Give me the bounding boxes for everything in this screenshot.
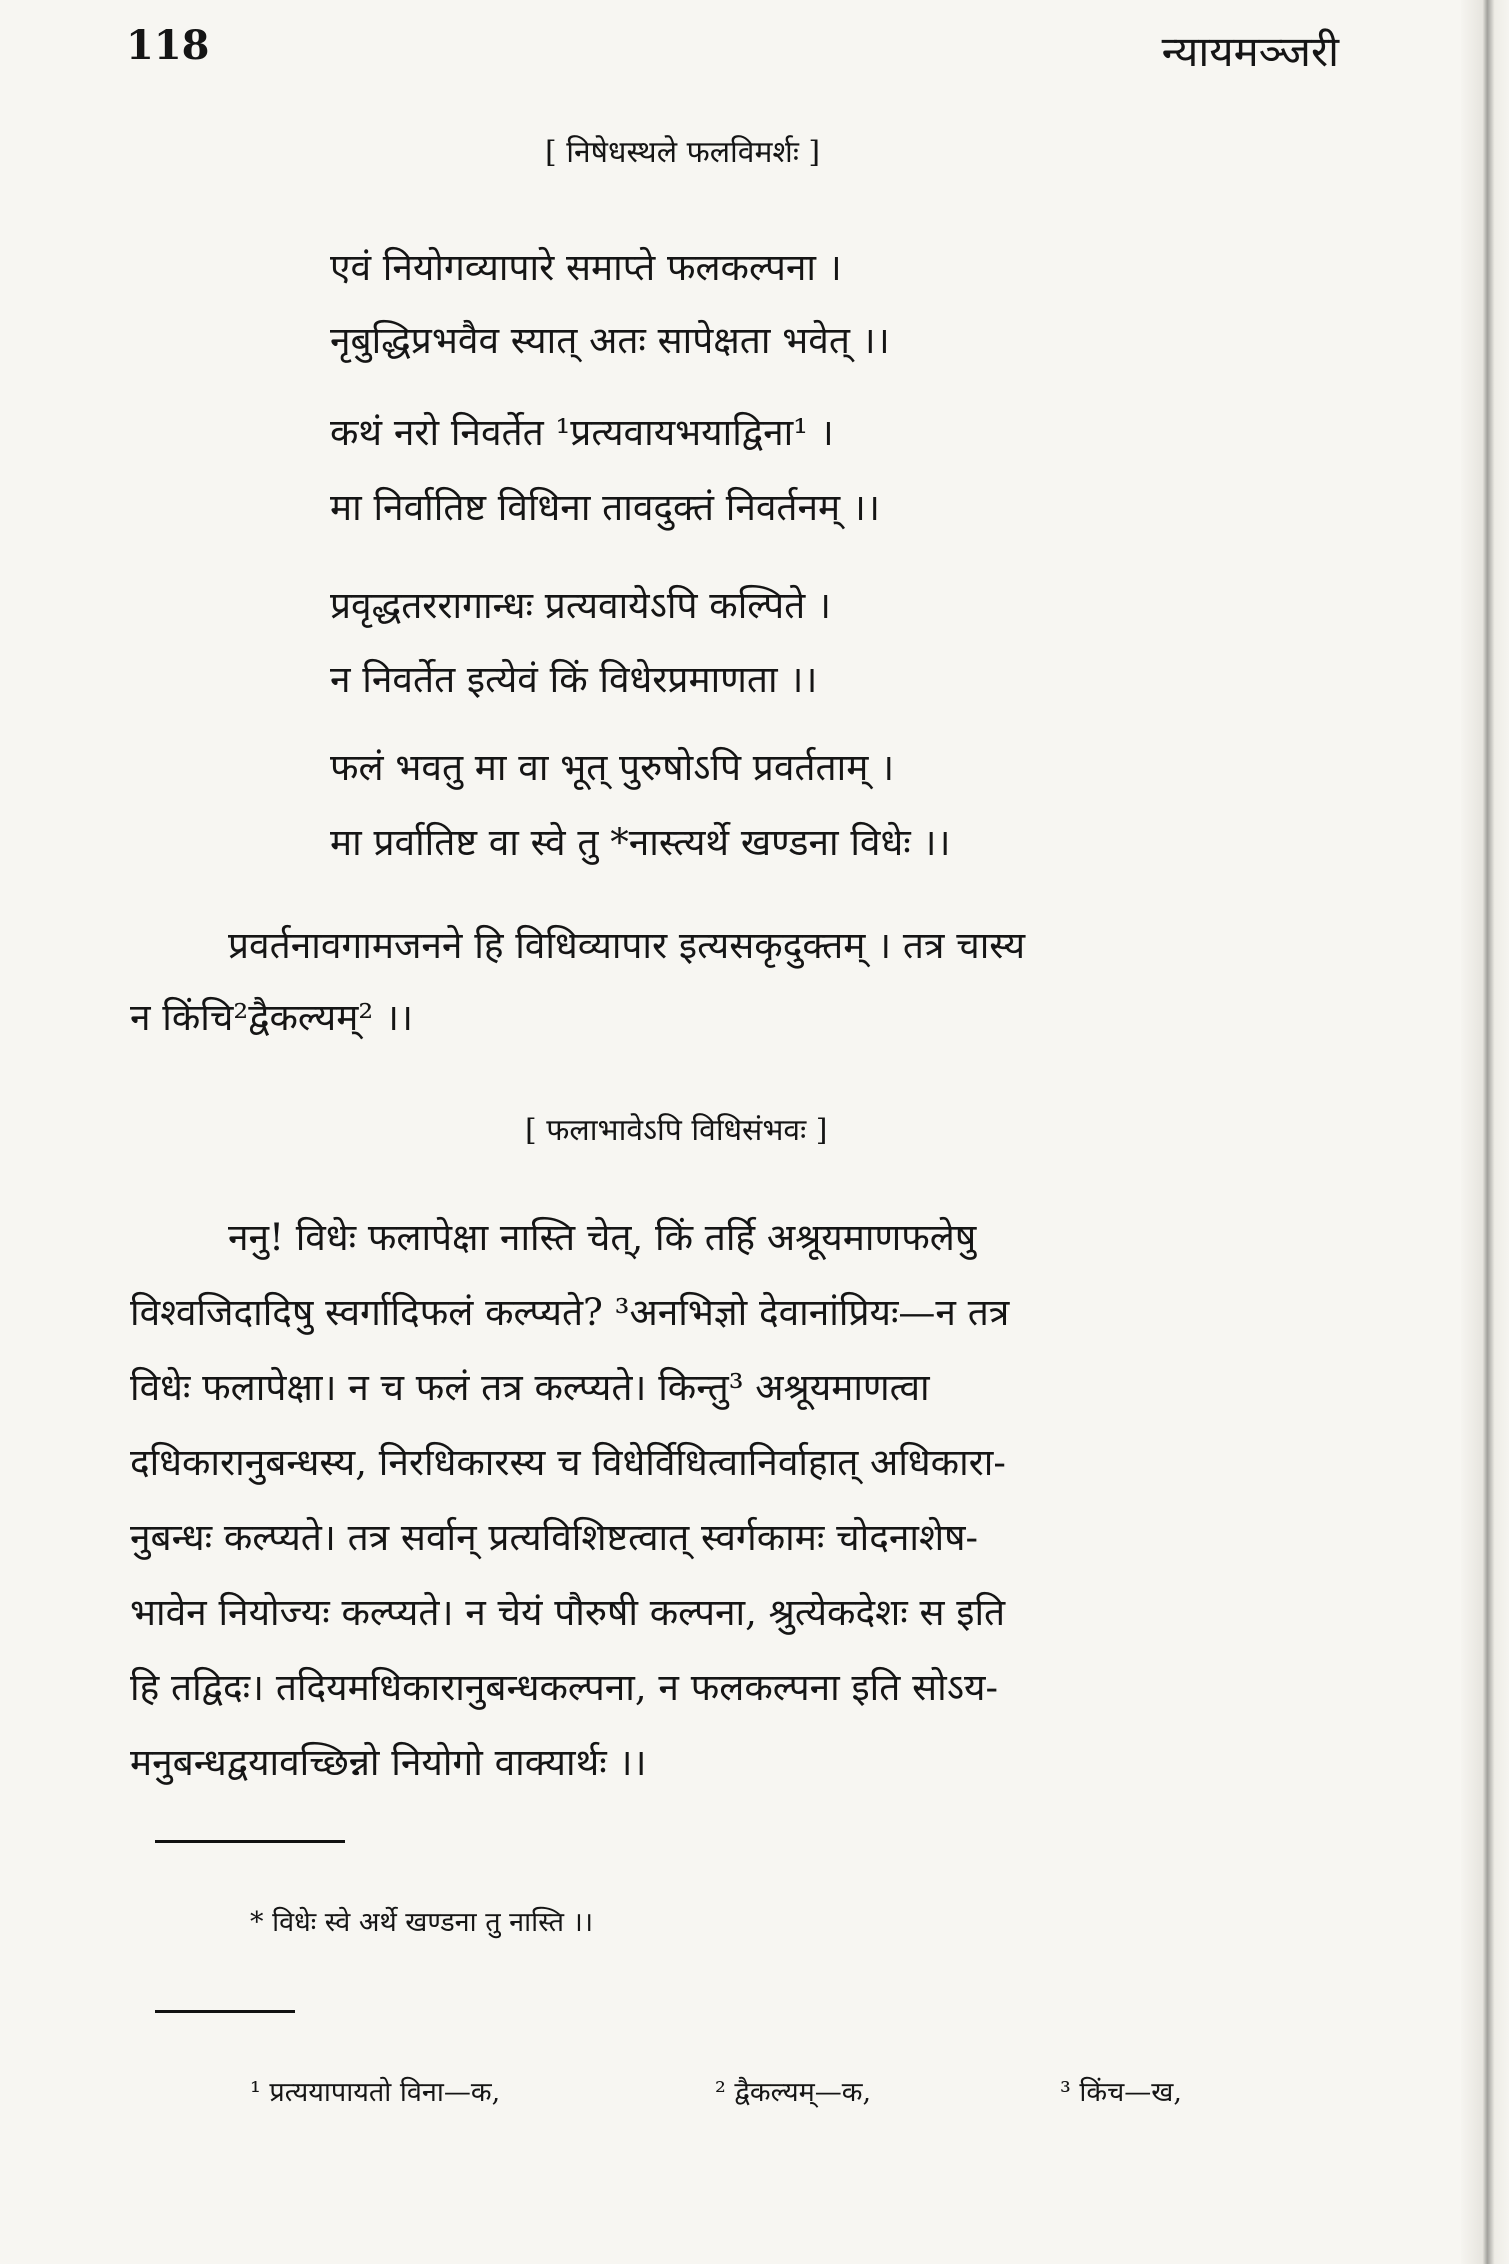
paragraph-line: भावेन नियोज्यः कल्प्यते। न चेयं पौरुषी कल्पना, श्रुत्येकदेशः स इति bbox=[130, 1591, 1006, 1634]
section-heading-2: [ फलाभावेऽपि विधिसंभवः ] bbox=[525, 1113, 828, 1148]
footnote-1: ¹ प्रत्ययापायतो विना—क, bbox=[250, 2077, 501, 2108]
footnote-star: * विधेः स्वे अर्थे खण्डना तु नास्ति ।। bbox=[250, 1907, 594, 1938]
paragraph-line: ननु! विधेः फलापेक्षा नास्ति चेत्, किं तर्हि अश्रूयमाणफलेषु bbox=[228, 1216, 977, 1259]
paragraph-line: प्रवर्तनावगामजनने हि विधिव्यापार इत्यसकृदुक्तम् । तत्र चास्य bbox=[228, 924, 1026, 967]
paragraph-line: दधिकारानुबन्धस्य, निरधिकारस्य च विधेर्विधित्वानिर्वाहात् अधिकारा- bbox=[130, 1441, 1006, 1484]
page-edge-shadow bbox=[1461, 0, 1509, 2264]
verse-line: प्रवृद्धतररागान्धः प्रत्यवायेऽपि कल्पिते । bbox=[330, 584, 832, 627]
paragraph-line: हि तद्विदः। तदियमधिकारानुबन्धकल्पना, न फलकल्पना इति सोऽय- bbox=[130, 1666, 998, 1709]
paragraph-line: नुबन्धः कल्प्यते। तत्र सर्वान् प्रत्यविशिष्टत्वात् स्वर्गकामः चोदनाशेष- bbox=[130, 1516, 979, 1559]
running-title: न्यायमञ्जरी bbox=[1161, 27, 1339, 76]
footnote-divider bbox=[155, 1840, 345, 1843]
footnote-3: ³ किंच—ख, bbox=[1060, 2077, 1182, 2108]
paragraph-line: न किंचि²द्वैकल्यम्² ।। bbox=[130, 996, 414, 1039]
verse-line: नृबुद्धिप्रभवैव स्यात् अतः सापेक्षता भवेत् ।। bbox=[330, 319, 890, 362]
variant-notes-divider bbox=[155, 2010, 295, 2013]
paragraph-line: मनुबन्धद्वयावच्छिन्नो नियोगो वाक्यार्थः ।। bbox=[130, 1741, 647, 1784]
verse-line: एवं नियोगव्यापारे समाप्ते फलकल्पना । bbox=[330, 246, 842, 289]
section-heading-1: [ निषेधस्थले फलविमर्शः ] bbox=[545, 135, 821, 170]
verse-line: मा निर्वातिष्ट विधिना तावदुक्तं निवर्तनम् ।। bbox=[330, 486, 880, 529]
paragraph-line: विधेः फलापेक्षा। न च फलं तत्र कल्प्यते। किन्तु³ अश्रूयमाणत्वा bbox=[130, 1366, 930, 1409]
verse-line: न निवर्तेत इत्येवं किं विधेरप्रमाणता ।। bbox=[330, 658, 818, 701]
page-number: 118 bbox=[126, 22, 210, 69]
verse-line: फलं भवतु मा वा भूत् पुरुषोऽपि प्रवर्तताम् । bbox=[330, 746, 895, 789]
footnote-2: ² द्वैकल्यम्—क, bbox=[715, 2077, 872, 2108]
paragraph-line: विश्वजिदादिषु स्वर्गादिफलं कल्प्यते? ³अनभिज्ञो देवानांप्रियः—न तत्र bbox=[130, 1291, 1010, 1334]
verse-line: कथं नरो निवर्तेत ¹प्रत्यवायभयाद्विना¹ । bbox=[330, 411, 834, 454]
verse-line: मा प्रर्वातिष्ट वा स्वे तु *नास्त्यर्थे खण्डना विधेः ।। bbox=[330, 821, 951, 864]
